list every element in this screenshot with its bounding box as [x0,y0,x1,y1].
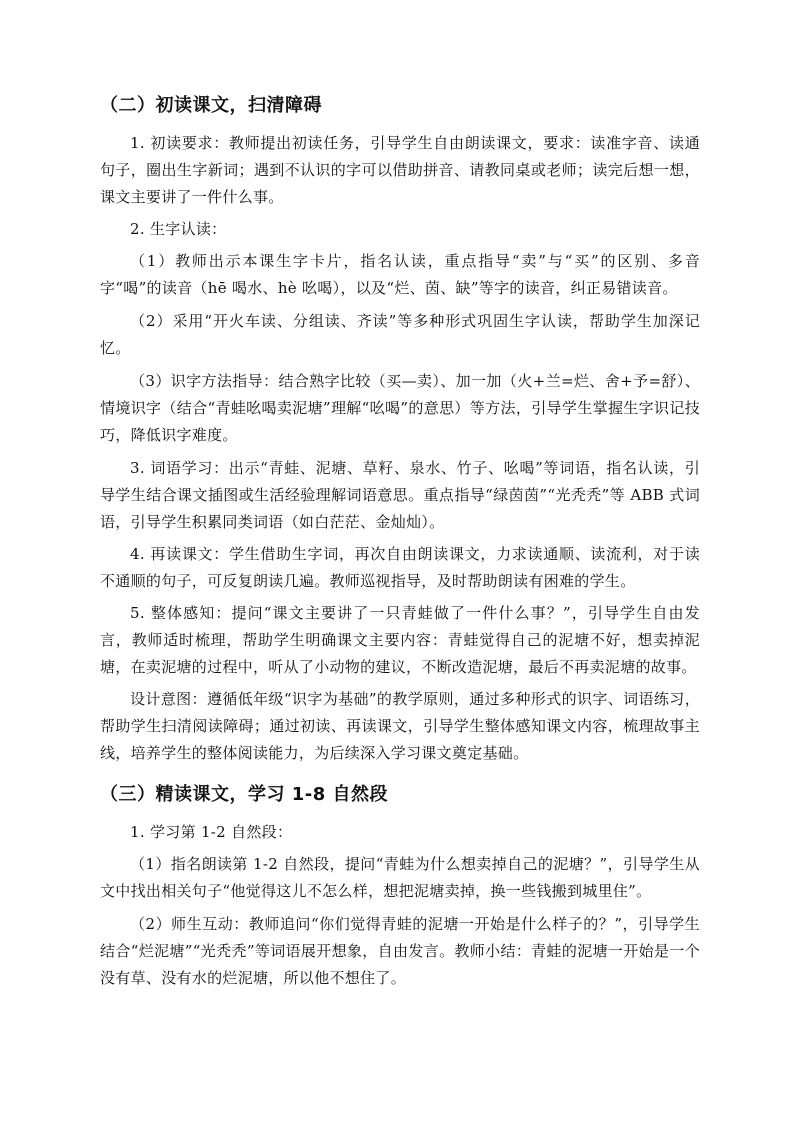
paragraph-design-intent: 设计意图：遵循低年级“识字为基础”的教学原则，通过多种形式的识字、词语练习，帮助学生扫清阅读障碍；通过初读、再读课文，引导学生整体感知课文内容，梳理故事主线，培养学生的整体阅读能力，为后续深入学习课文奠定基础。 [100,690,700,762]
paragraph-vocabulary-study: 3. 词语学习：出示“青蛙、泥塘、草籽、泉水、竹子、吆喝”等词语，指名认读，引导学生结合课文插图或生活经验理解词语意思。重点指导“绿茵茵”“光秃秃”等 ABB 式词语，引导学生积累同类词语（如白茫茫、金灿灿）。 [100,459,700,531]
paragraph-initial-reading-requirements: 1. 初读要求：教师提出初读任务，引导学生自由朗读课文，要求：读准字音、读通句子，圈出生字新词；遇到不认识的字可以借助拼音、请教同桌或老师；读完后想一想，课文主要讲了一件什么事。 [100,134,700,206]
paragraph-overall-perception: 5. 整体感知：提问“课文主要讲了一只青蛙做了一件什么事？”，引导学生自由发言，教师适时梳理，帮助学生明确课文主要内容：青蛙觉得自己的泥塘不好，想卖掉泥塘，在卖泥塘的过程中，听从了小动物的建议，不断改造泥塘，最后不再卖泥塘的故事。 [100,604,700,676]
paragraph-teacher-student-interaction: （2）师生互动：教师追问“你们觉得青蛙的泥塘一开始是什么样子的？”，引导学生结合“烂泥塘”“光秃秃”等词语展开想象，自由发言。教师小结：青蛙的泥塘一开始是一个没有草、没有水的烂泥塘，所以他不想住了。 [100,915,700,987]
document-body [100,92,700,998]
paragraph-character-recognition: 2. 生字认读： [130,220,227,238]
paragraph-reread-text: 4. 再读课文：学生借助生字词，再次自由朗读课文，力求读通顺、读流利，对于读不通顺的句子，可反复朗读几遍。教师巡视指导，及时帮助朗读有困难的学生。 [100,545,700,590]
paragraph-literacy-methods: （3）识字方法指导：结合熟字比较（买—卖）、加一加（火+兰=烂、舍+予=舒）、情境识字（结合“青蛙吆喝卖泥塘”理解“吆喝”的意思）等方法，引导学生掌握生字识记技巧，降低识字难度。 [100,372,700,444]
section-heading-3: （三）精读课文，学习 1-8 自然段 [100,784,389,805]
paragraph-character-cards: （1）教师出示本课生字卡片，指名认读，重点指导“卖”与“买”的区别、多音字“喝”的读音（hē 喝水、hè 吆喝），以及“烂、茵、缺”等字的读音，纠正易错读音。 [100,252,700,297]
paragraph-read-aloud-question: （1）指名朗读第 1-2 自然段，提问“青蛙为什么想卖掉自己的泥塘？”，引导学生从文中找出相关句子“他觉得这儿不怎么样，想把泥塘卖掉，换一些钱搬到城里住”。 [100,855,700,900]
paragraph-study-1-2: 1. 学习第 1-2 自然段： [130,823,293,841]
section-heading-2: （二）初读课文，扫清障碍 [100,95,322,116]
paragraph-reading-forms: （2）采用“开火车读、分组读、齐读”等多种形式巩固生字认读，帮助学生加深记忆。 [100,312,700,357]
